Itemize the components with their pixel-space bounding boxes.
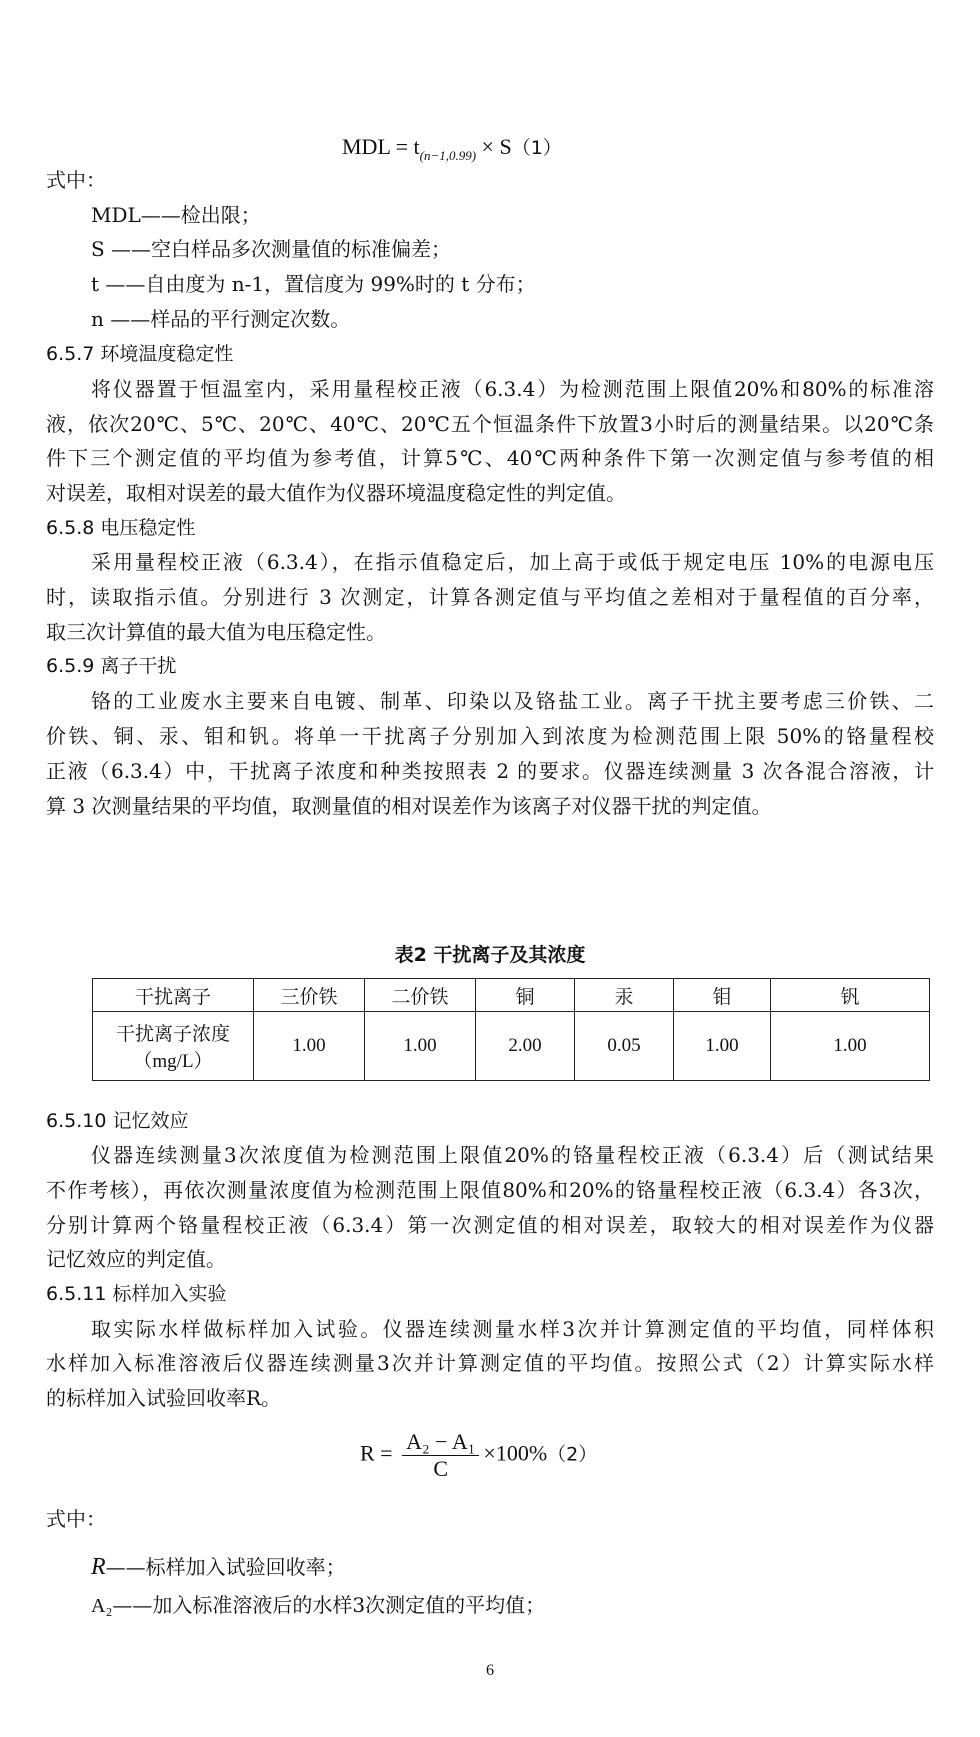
para-line: 算 3 次测量结果的平均值，取测量值的相对误差作为该离子对仪器干扰的判定值。: [46, 794, 772, 818]
formula-subscript: (n−1,0.99): [419, 148, 477, 163]
formula-recovery: [360, 1429, 597, 1482]
def-symbol: A₂: [91, 1595, 113, 1617]
para-line: 取实际水样做标样加入试验。仪器连续测量水样3次并计算测定值的平均值，同样体积: [91, 1317, 934, 1341]
para-line: 液，依次20℃、5℃、20℃、40℃、20℃五个恒温条件下放置3小时后的测量结果。以20℃条: [46, 412, 934, 436]
table-header-cell: 干扰离子: [93, 979, 254, 1012]
para-line: 时，读取指示值。分别进行 3 次测定，计算各测定值与平均值之差相对于量程值的百分率，: [46, 585, 934, 609]
table-cell: 1.00: [771, 1012, 930, 1081]
para-line: 件下三个测定值的平均值为参考值，计算5℃、40℃两种条件下第一次测定值与参考值的相: [46, 446, 934, 470]
page-number: 6: [486, 1662, 494, 1679]
section-heading-6510: 6.5.10 记忆效应: [46, 1110, 189, 1132]
def-s: S ——空白样品多次测量值的标准偏差；: [91, 237, 452, 261]
table-cell: 2.00: [476, 1012, 575, 1081]
table-header-cell: 钒: [771, 979, 930, 1012]
para-line: 采用量程校正液（6.3.4），在指示值稳定后，加上高于或低于规定电压 10%的电源电压: [91, 550, 934, 574]
where-label: 式中：: [46, 168, 106, 192]
def-text: ——标样加入试验回收率；: [105, 1555, 346, 1579]
table-cell: 1.00: [674, 1012, 771, 1081]
section-heading-6511: 6.5.11 标样加入实验: [46, 1283, 227, 1305]
table-header-cell: 三价铁: [254, 979, 365, 1012]
para-line: 价铁、铜、汞、钼和钒。将单一干扰离子分别加入到浓度为检测范围上限 50%的铬量程校: [46, 724, 934, 748]
row-label-line: 干扰离子浓度: [115, 1024, 230, 1045]
def-text: ——加入标准溶液后的水样3次测定值的平均值；: [112, 1593, 546, 1617]
table-caption: 表2 干扰离子及其浓度: [394, 944, 586, 966]
def-a2: [91, 1593, 545, 1618]
formula-lhs: R =: [360, 1440, 399, 1466]
def-symbol: R: [91, 1554, 106, 1580]
table-cell: 0.05: [575, 1012, 674, 1081]
para-line: 水样加入标准溶液后仪器连续测量3次并计算测定值的平均值。按照公式（2）计算实际水样: [46, 1351, 934, 1375]
def-mdl: MDL——检出限；: [91, 203, 261, 227]
para-line: 将仪器置于恒温室内，采用量程校正液（6.3.4）为检测范围上限值20%和80%的标准溶: [91, 377, 934, 401]
formula-lhs: MDL: [342, 134, 391, 159]
formula-mdl: [342, 133, 562, 164]
para-line: 仪器连续测量3次浓度值为检测范围上限值20%的铬量程校正液（6.3.4）后（测试结果: [91, 1143, 934, 1167]
fraction-denominator: C: [433, 1456, 449, 1481]
fraction-numerator: A₂ − A₁: [402, 1429, 479, 1456]
table-row: [93, 1012, 930, 1081]
def-n: n ——样品的平行测定次数。: [91, 307, 351, 331]
para-line: 不作考核），再依次测量浓度值为检测范围上限值80%和20%的铬量程校正液（6.3.4）各3次，: [46, 1178, 934, 1202]
where-label: 式中：: [46, 1507, 106, 1531]
interference-table: [92, 978, 930, 1081]
para-line: 取三次计算值的最大值为电压稳定性。: [46, 620, 386, 644]
table-header-cell: 汞: [575, 979, 674, 1012]
section-heading-658: 6.5.8 电压稳定性: [46, 517, 196, 539]
table-cell: 1.00: [254, 1012, 365, 1081]
section-heading-657: 6.5.7 环境温度稳定性: [46, 343, 234, 365]
def-t: t ——自由度为 n-1，置信度为 99%时的 t 分布；: [91, 272, 536, 296]
formula-number: （1）: [511, 137, 562, 159]
formula-fraction: [402, 1429, 479, 1482]
table-header-cell: 铜: [476, 979, 575, 1012]
para-line: 记忆效应的判定值。: [46, 1247, 226, 1271]
formula-number: （2）: [547, 1443, 598, 1466]
formula-rest: × S: [476, 134, 512, 159]
formula-rest: ×100%: [483, 1440, 548, 1466]
para-line: 的标样加入试验回收率R。: [46, 1386, 282, 1410]
formula-eq: = t: [390, 134, 420, 159]
table-header-cell: 钼: [674, 979, 771, 1012]
table-cell: 1.00: [365, 1012, 476, 1081]
para-line: 对误差，取相对误差的最大值作为仪器环境温度稳定性的判定值。: [46, 481, 626, 505]
table-row-label: [93, 1012, 254, 1081]
def-r: [91, 1555, 346, 1579]
para-line: 铬的工业废水主要来自电镀、制革、印染以及铬盐工业。离子干扰主要考虑三价铁、二: [91, 689, 934, 713]
para-line: 正液（6.3.4）中，干扰离子浓度和种类按照表 2 的要求。仪器连续测量 3 次各混合溶液，计: [46, 759, 934, 783]
row-label-unit: （mg/L）: [133, 1051, 213, 1072]
para-line: 分别计算两个铬量程校正液（6.3.4）第一次测定值的相对误差，取较大的相对误差作为仪器: [46, 1213, 934, 1237]
table-header-row: [93, 979, 930, 1012]
table-header-cell: 二价铁: [365, 979, 476, 1012]
section-heading-659: 6.5.9 离子干扰: [46, 655, 177, 677]
